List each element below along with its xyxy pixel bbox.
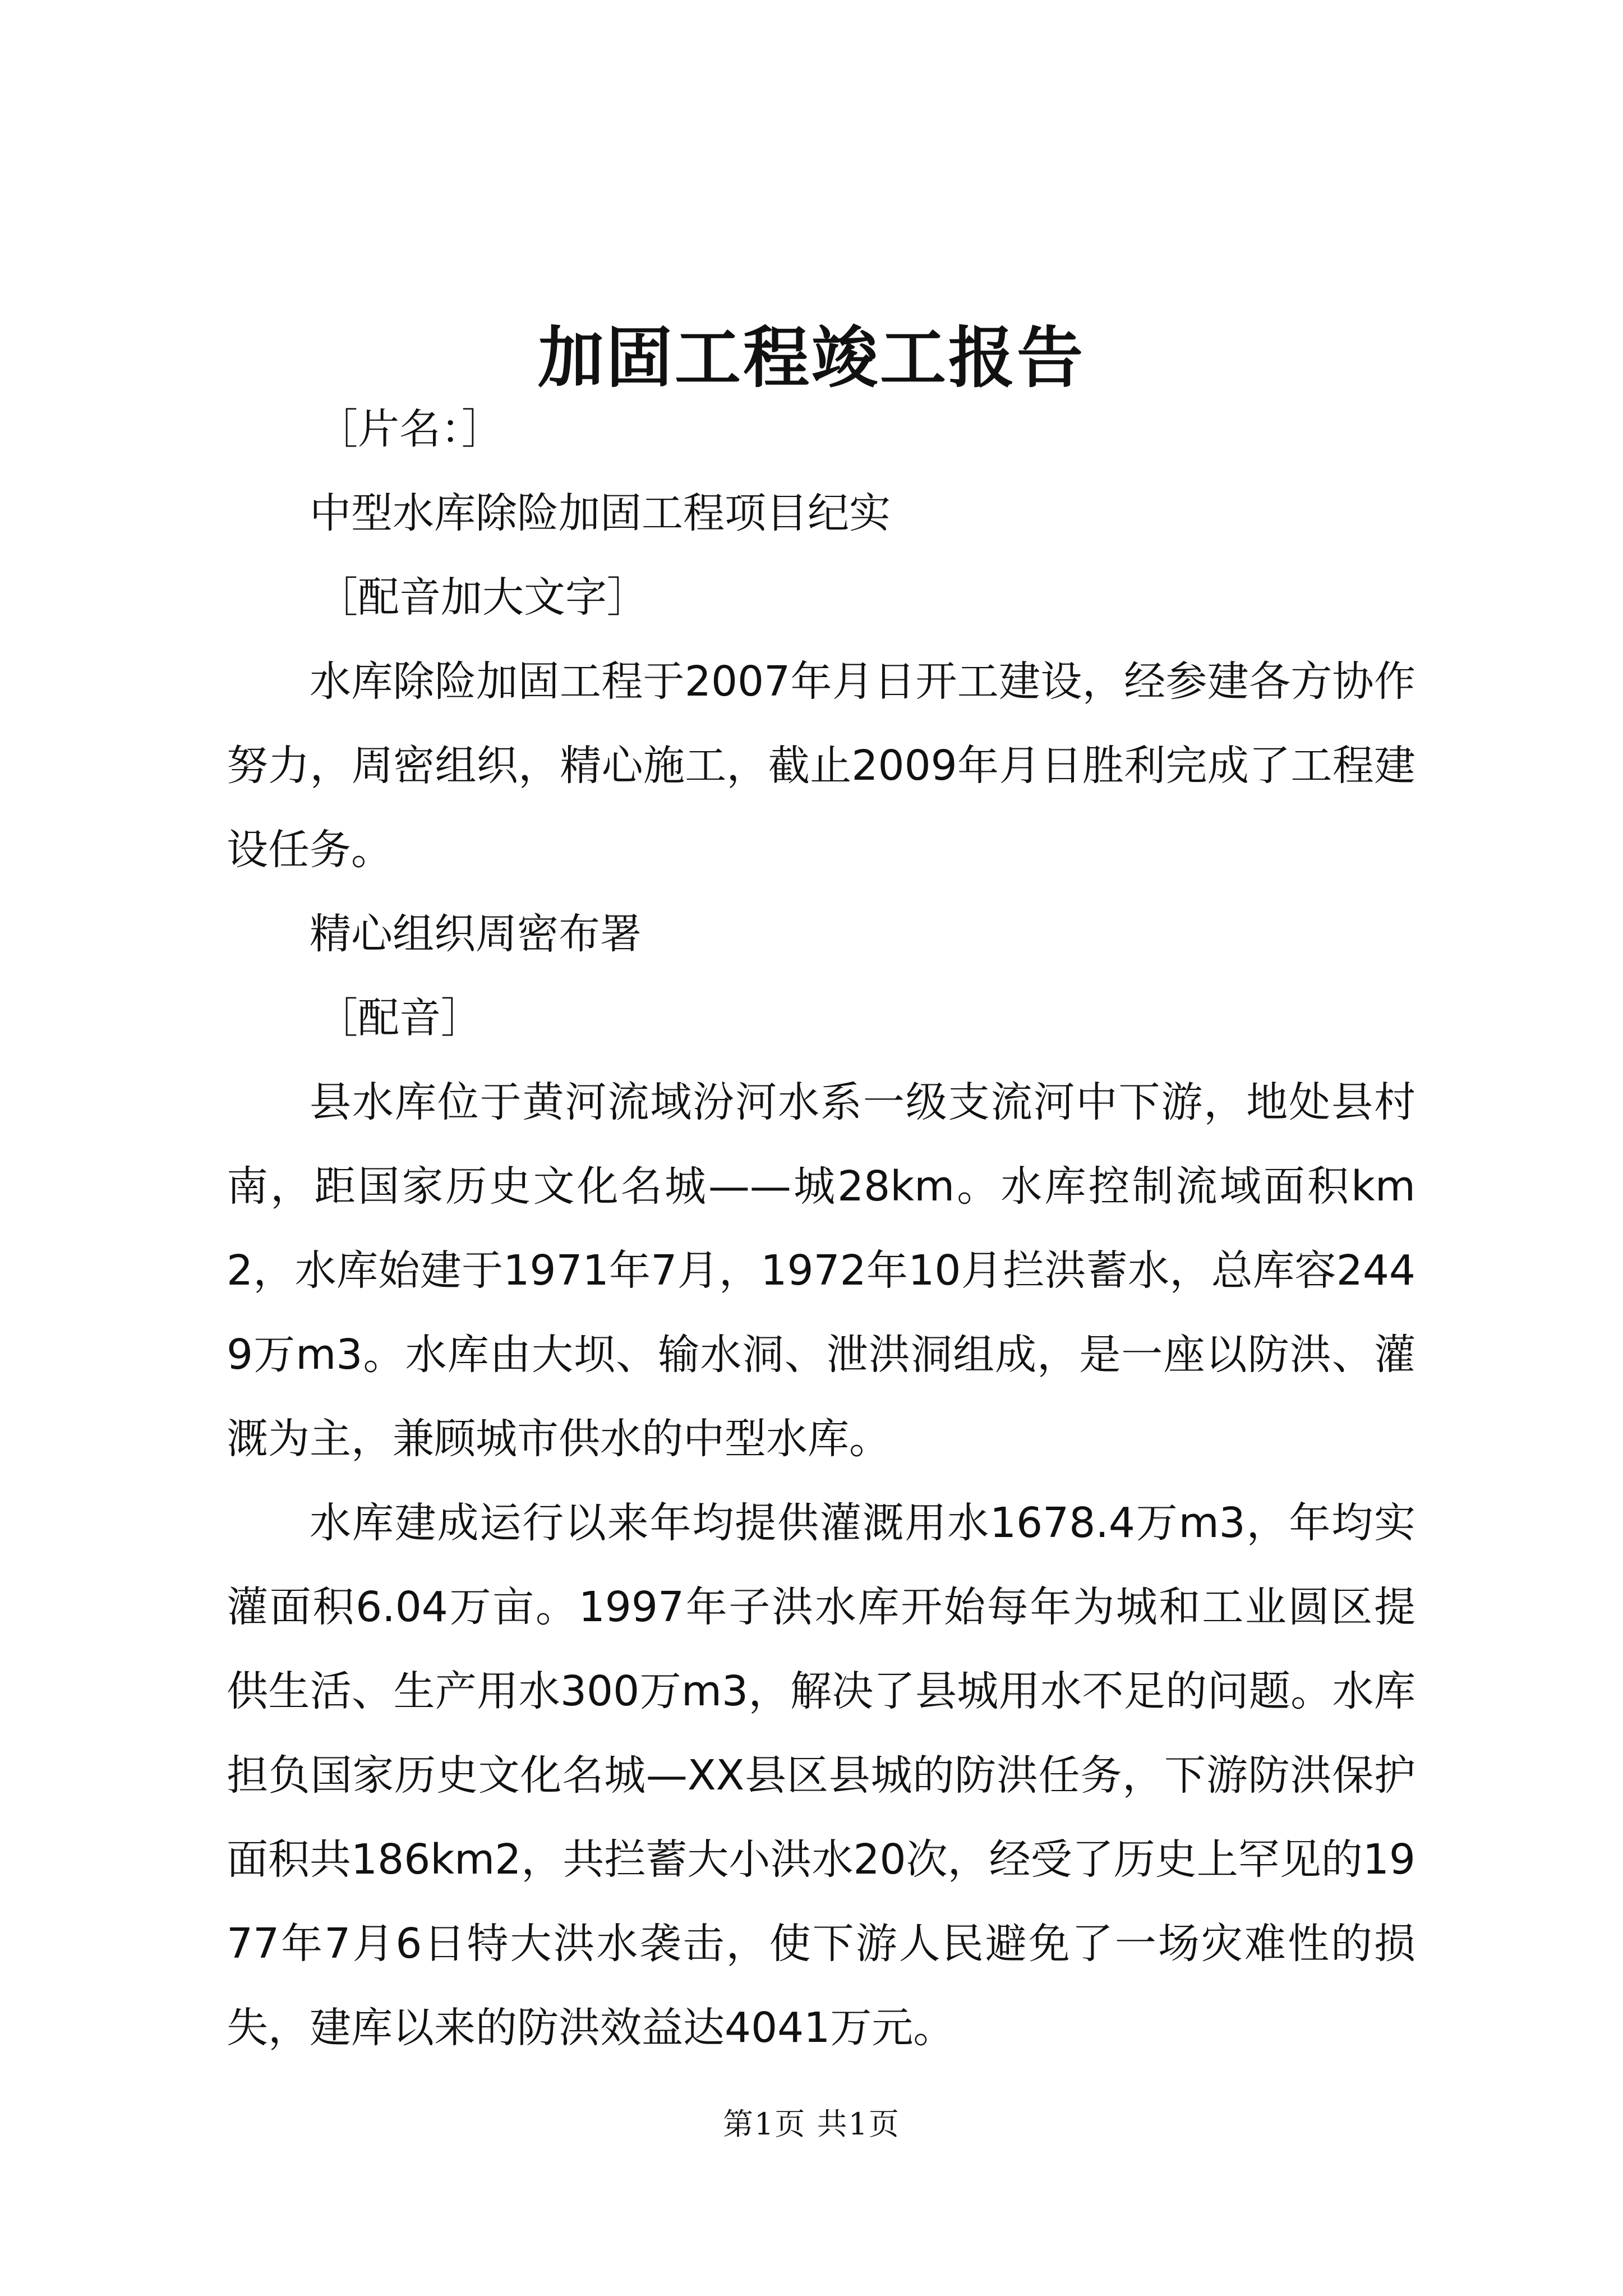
paragraph-film-title: 中型水库除险加固工程项目纪实 [310,489,891,537]
document-body [227,387,1415,2070]
paragraph-reservoir-overview: 县水库位于黄河流域汾河水系一级支流河中下游，地处县村南，距国家历史文化名城——城28km。水库控制流域面积km2，水库始建于1971年7月，1972年10月拦洪蓄水，总库容2449万m3。水库由大坝、输水洞、泄洪洞组成，是一座以防洪、灌溉为主，兼顾城市供水的中型水库。 [227,1078,1415,1463]
paragraph-voiceover-label: ［配音加大文字］ [316,573,648,622]
paragraph-film-title-label: ［片名：］ [316,405,503,453]
paragraph-section-heading: 精心组织周密布署 [310,910,642,958]
paragraph-voiceover-label-2: ［配音］ [316,994,482,1042]
page-footer: 第1页 共1页 [723,2106,900,2142]
paragraph-reservoir-benefits: 水库建成运行以来年均提供灌溉用水1678.4万m3，年均实灌面积6.04万亩。1997年子洪水库开始每年为城和工业圆区提供生活、生产用水300万m3，解决了县城用水不足的问题。水库担负国家历史文化名城—XX县区县城的防洪任务，下游防洪保护面积共186km2，共拦蓄大小洪水20次，经受了历史上罕见的1977年7月6日特大洪水袭击，使下游人民避免了一场灾难性的损失，建库以来的防洪效益达4041万元。 [227,1499,1415,2052]
paragraph-intro: 水库除险加固工程于2007年月日开工建设，经参建各方协作努力，周密组织，精心施工，截止2009年月日胜利完成了工程建设任务。 [227,657,1415,874]
document-title: 加固工程竣工报告 [537,319,1085,397]
